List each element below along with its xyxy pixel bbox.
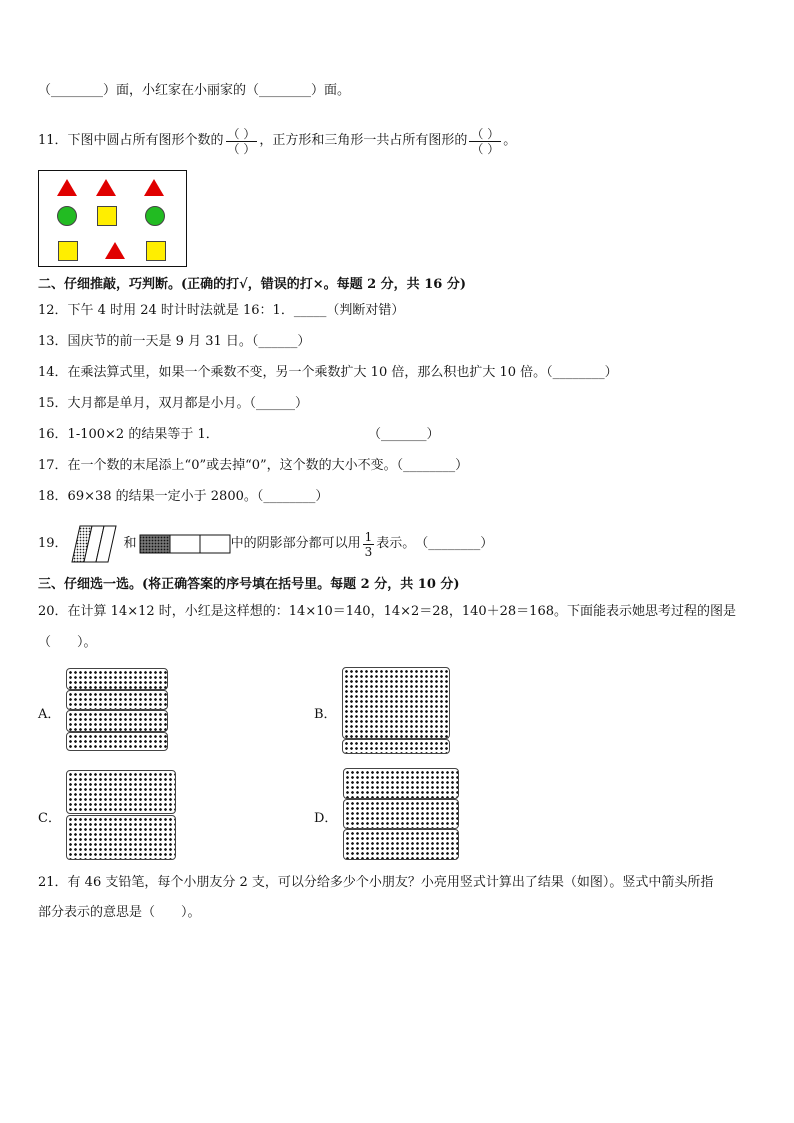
q12: [38, 302, 404, 320]
triangle-icon: [144, 179, 164, 196]
q12-text: 12．下午 4 时用 24 时计时法就是 16：1．: [38, 303, 294, 318]
q12-blank[interactable]: _____: [293, 303, 327, 318]
q19-and: 和: [123, 536, 137, 551]
option-a-dot-block-1: [66, 668, 168, 690]
q11-fraction-2-denominator: （ ）: [471, 141, 500, 156]
q11-text-2: ，正方形和三角形一共占所有图形的: [259, 133, 468, 148]
q13-blank[interactable]: （______）: [251, 334, 311, 349]
q19-fraction-numerator: 1: [364, 529, 373, 544]
triangle-icon: [105, 242, 125, 259]
parallelogram-figure: [70, 524, 122, 564]
q17-blank[interactable]: （________）: [396, 458, 469, 473]
q21-text-1: 21．有 46 支铅笔，每个小朋友分 2 支，可以分给多少个小朋友？小亮用竖式计算出了结果（如图）。竖式中箭头所指: [38, 875, 714, 890]
q16-text: 16．1-100×2 的结果等于 1．: [38, 427, 219, 442]
q11-fraction-1[interactable]: [226, 127, 258, 156]
q13: [38, 333, 310, 351]
q21-text-2: 部分表示的意思是（ ）。: [38, 905, 201, 920]
q15-text: 15．大月都是单月，双月都是小月。: [38, 396, 250, 411]
q20-paren[interactable]: （ ）。: [38, 635, 97, 650]
q15: [38, 395, 308, 413]
q10-text-1: 面，小红家在小丽家的: [116, 83, 247, 98]
q10-text-2: 面。: [324, 83, 351, 98]
option-d-label[interactable]: D．: [314, 811, 338, 826]
q11-text-1: 11．下图中圆占所有图形个数的: [38, 133, 224, 148]
q10-tail: [38, 82, 350, 100]
q14-text: 14．在乘法算式里，如果一个乘数不变，另一个乘数扩大 10 倍，那么积也扩大 10 倍。: [38, 365, 547, 380]
square-icon: [97, 206, 117, 226]
q14-blank[interactable]: （________）: [546, 365, 618, 380]
rectangle-strip-figure: [139, 533, 231, 555]
q11: [38, 124, 516, 158]
q17-text: 17．在一个数的末尾添上“0”或去掉“0”，这个数的大小不变。: [38, 458, 397, 473]
q16-blank[interactable]: （_______）: [368, 427, 440, 442]
q20-text: 20．在计算 14×12 时，小红是这样想的：14×10＝140，14×2＝28，140＋28＝168。下面能表示她思考过程的图是: [38, 604, 736, 619]
circle-icon: [57, 206, 77, 226]
option-c-dot-block-1: [66, 770, 176, 814]
option-c-dot-block-2: [66, 815, 176, 860]
q18-text: 18．69×38 的结果一定小于 2800。: [38, 489, 257, 504]
option-d-dot-block-3: [343, 829, 459, 860]
option-a-label[interactable]: A．: [38, 707, 61, 722]
q11-fraction-1-numerator: （ ）: [227, 126, 256, 141]
triangle-icon: [96, 179, 116, 196]
q19-blank[interactable]: （________）: [415, 536, 494, 551]
q17: [38, 457, 468, 475]
square-icon: [58, 241, 78, 261]
q11-fraction-2[interactable]: [469, 127, 501, 156]
q19: [38, 524, 493, 564]
section-3-title: 三、仔细选一选。(将正确答案的序号填在括号里。每题 2 分，共 10 分): [38, 577, 460, 592]
q19-fraction: [363, 530, 375, 559]
q12-tail: （判断对错）: [326, 303, 405, 318]
section-2-title: 二、仔细推敲，巧判断。(正确的打√，错误的打×。每题 2 分，共 16 分): [38, 277, 466, 292]
q11-fraction-2-numerator: （ ）: [471, 126, 500, 141]
option-c-label[interactable]: C．: [38, 811, 61, 826]
q13-text: 13．国庆节的前一天是 9 月 31 日。: [38, 334, 252, 349]
q10-blank-2[interactable]: （________）: [246, 83, 325, 98]
q19-text: 中的阴影部分都可以用: [230, 536, 361, 551]
option-d-dot-block-1: [343, 768, 459, 799]
option-b-dot-block-2: [342, 739, 450, 754]
circle-icon: [145, 206, 165, 226]
q10-blank-1[interactable]: （________）: [38, 83, 117, 98]
q16: [38, 426, 440, 444]
q18: [38, 488, 328, 506]
q18-blank[interactable]: （________）: [256, 489, 329, 504]
q11-fraction-1-denominator: （ ）: [227, 141, 256, 156]
option-b-dot-block-1: [342, 667, 450, 739]
square-icon: [146, 241, 166, 261]
option-a-dot-block-4: [66, 732, 168, 751]
q19-fraction-denominator: 3: [364, 544, 373, 559]
q19-tail: 表示。: [376, 536, 416, 551]
shapes-figure: [38, 170, 187, 267]
option-b-label[interactable]: B．: [314, 707, 337, 722]
option-a-dot-block-2: [66, 690, 168, 710]
option-a-dot-block-3: [66, 710, 168, 732]
q19-number: 19．: [38, 536, 68, 551]
q14: [38, 364, 618, 382]
triangle-icon: [57, 179, 77, 196]
q11-text-3: 。: [503, 133, 517, 148]
q15-blank[interactable]: （______）: [249, 396, 309, 411]
option-d-dot-block-2: [343, 799, 459, 829]
